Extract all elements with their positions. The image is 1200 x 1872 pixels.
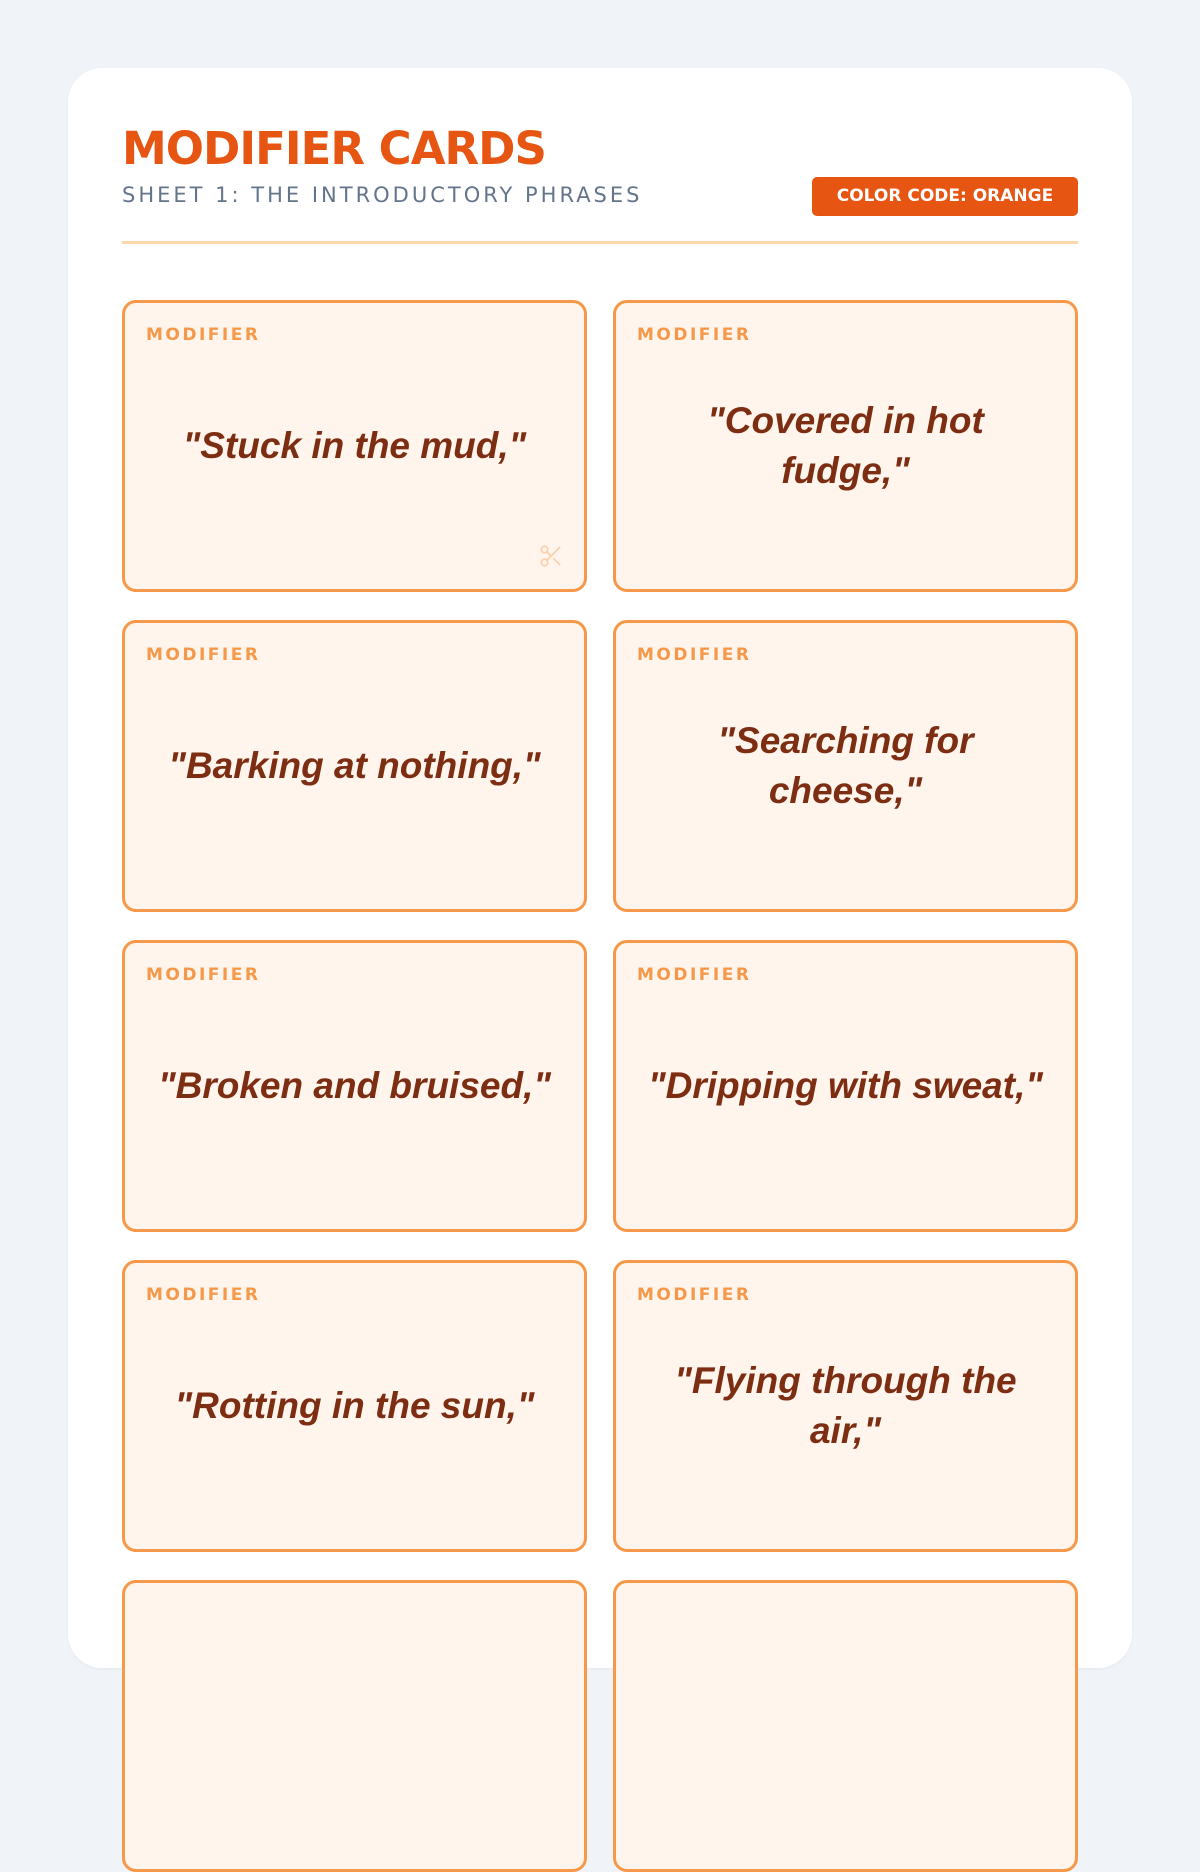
modifier-card[interactable] <box>122 300 587 592</box>
card-label: MODIFIER <box>146 645 261 665</box>
modifier-card[interactable] <box>613 300 1078 592</box>
modifier-card[interactable] <box>613 940 1078 1232</box>
modifier-card[interactable] <box>122 620 587 912</box>
card-label: MODIFIER <box>146 325 261 345</box>
color-code-badge: COLOR CODE: ORANGE <box>812 177 1078 216</box>
card-phrase: "Broken and bruised," <box>158 1065 551 1106</box>
scissors-icon <box>538 543 564 569</box>
modifier-card[interactable] <box>122 1260 587 1552</box>
modifier-card[interactable] <box>613 620 1078 912</box>
card-phrase: "Barking at nothing," <box>168 745 541 786</box>
modifier-card[interactable] <box>613 1260 1078 1552</box>
card-label: MODIFIER <box>637 1285 752 1305</box>
card-phrase: "Stuck in the mud," <box>182 425 527 466</box>
card-label: MODIFIER <box>146 1285 261 1305</box>
card-phrase: "Searching for cheese," <box>717 720 974 811</box>
card-phrase: "Rotting in the sun," <box>174 1385 535 1426</box>
card-label: MODIFIER <box>637 645 752 665</box>
page-subtitle: SHEET 1: THE INTRODUCTORY PHRASES <box>122 183 643 207</box>
card-phrase: "Covered in hot fudge," <box>707 400 984 491</box>
modifier-card[interactable] <box>122 1580 587 1872</box>
card-label: MODIFIER <box>637 965 752 985</box>
header-divider <box>122 241 1078 244</box>
card-label: MODIFIER <box>146 965 261 985</box>
page-title: MODIFIER CARDS <box>122 122 546 175</box>
modifier-card[interactable] <box>613 1580 1078 1872</box>
card-phrase: "Flying through the air," <box>674 1360 1017 1451</box>
modifier-card[interactable] <box>122 940 587 1232</box>
card-label: MODIFIER <box>637 325 752 345</box>
card-sheet <box>68 68 1132 1668</box>
card-phrase: "Dripping with sweat," <box>648 1065 1043 1106</box>
